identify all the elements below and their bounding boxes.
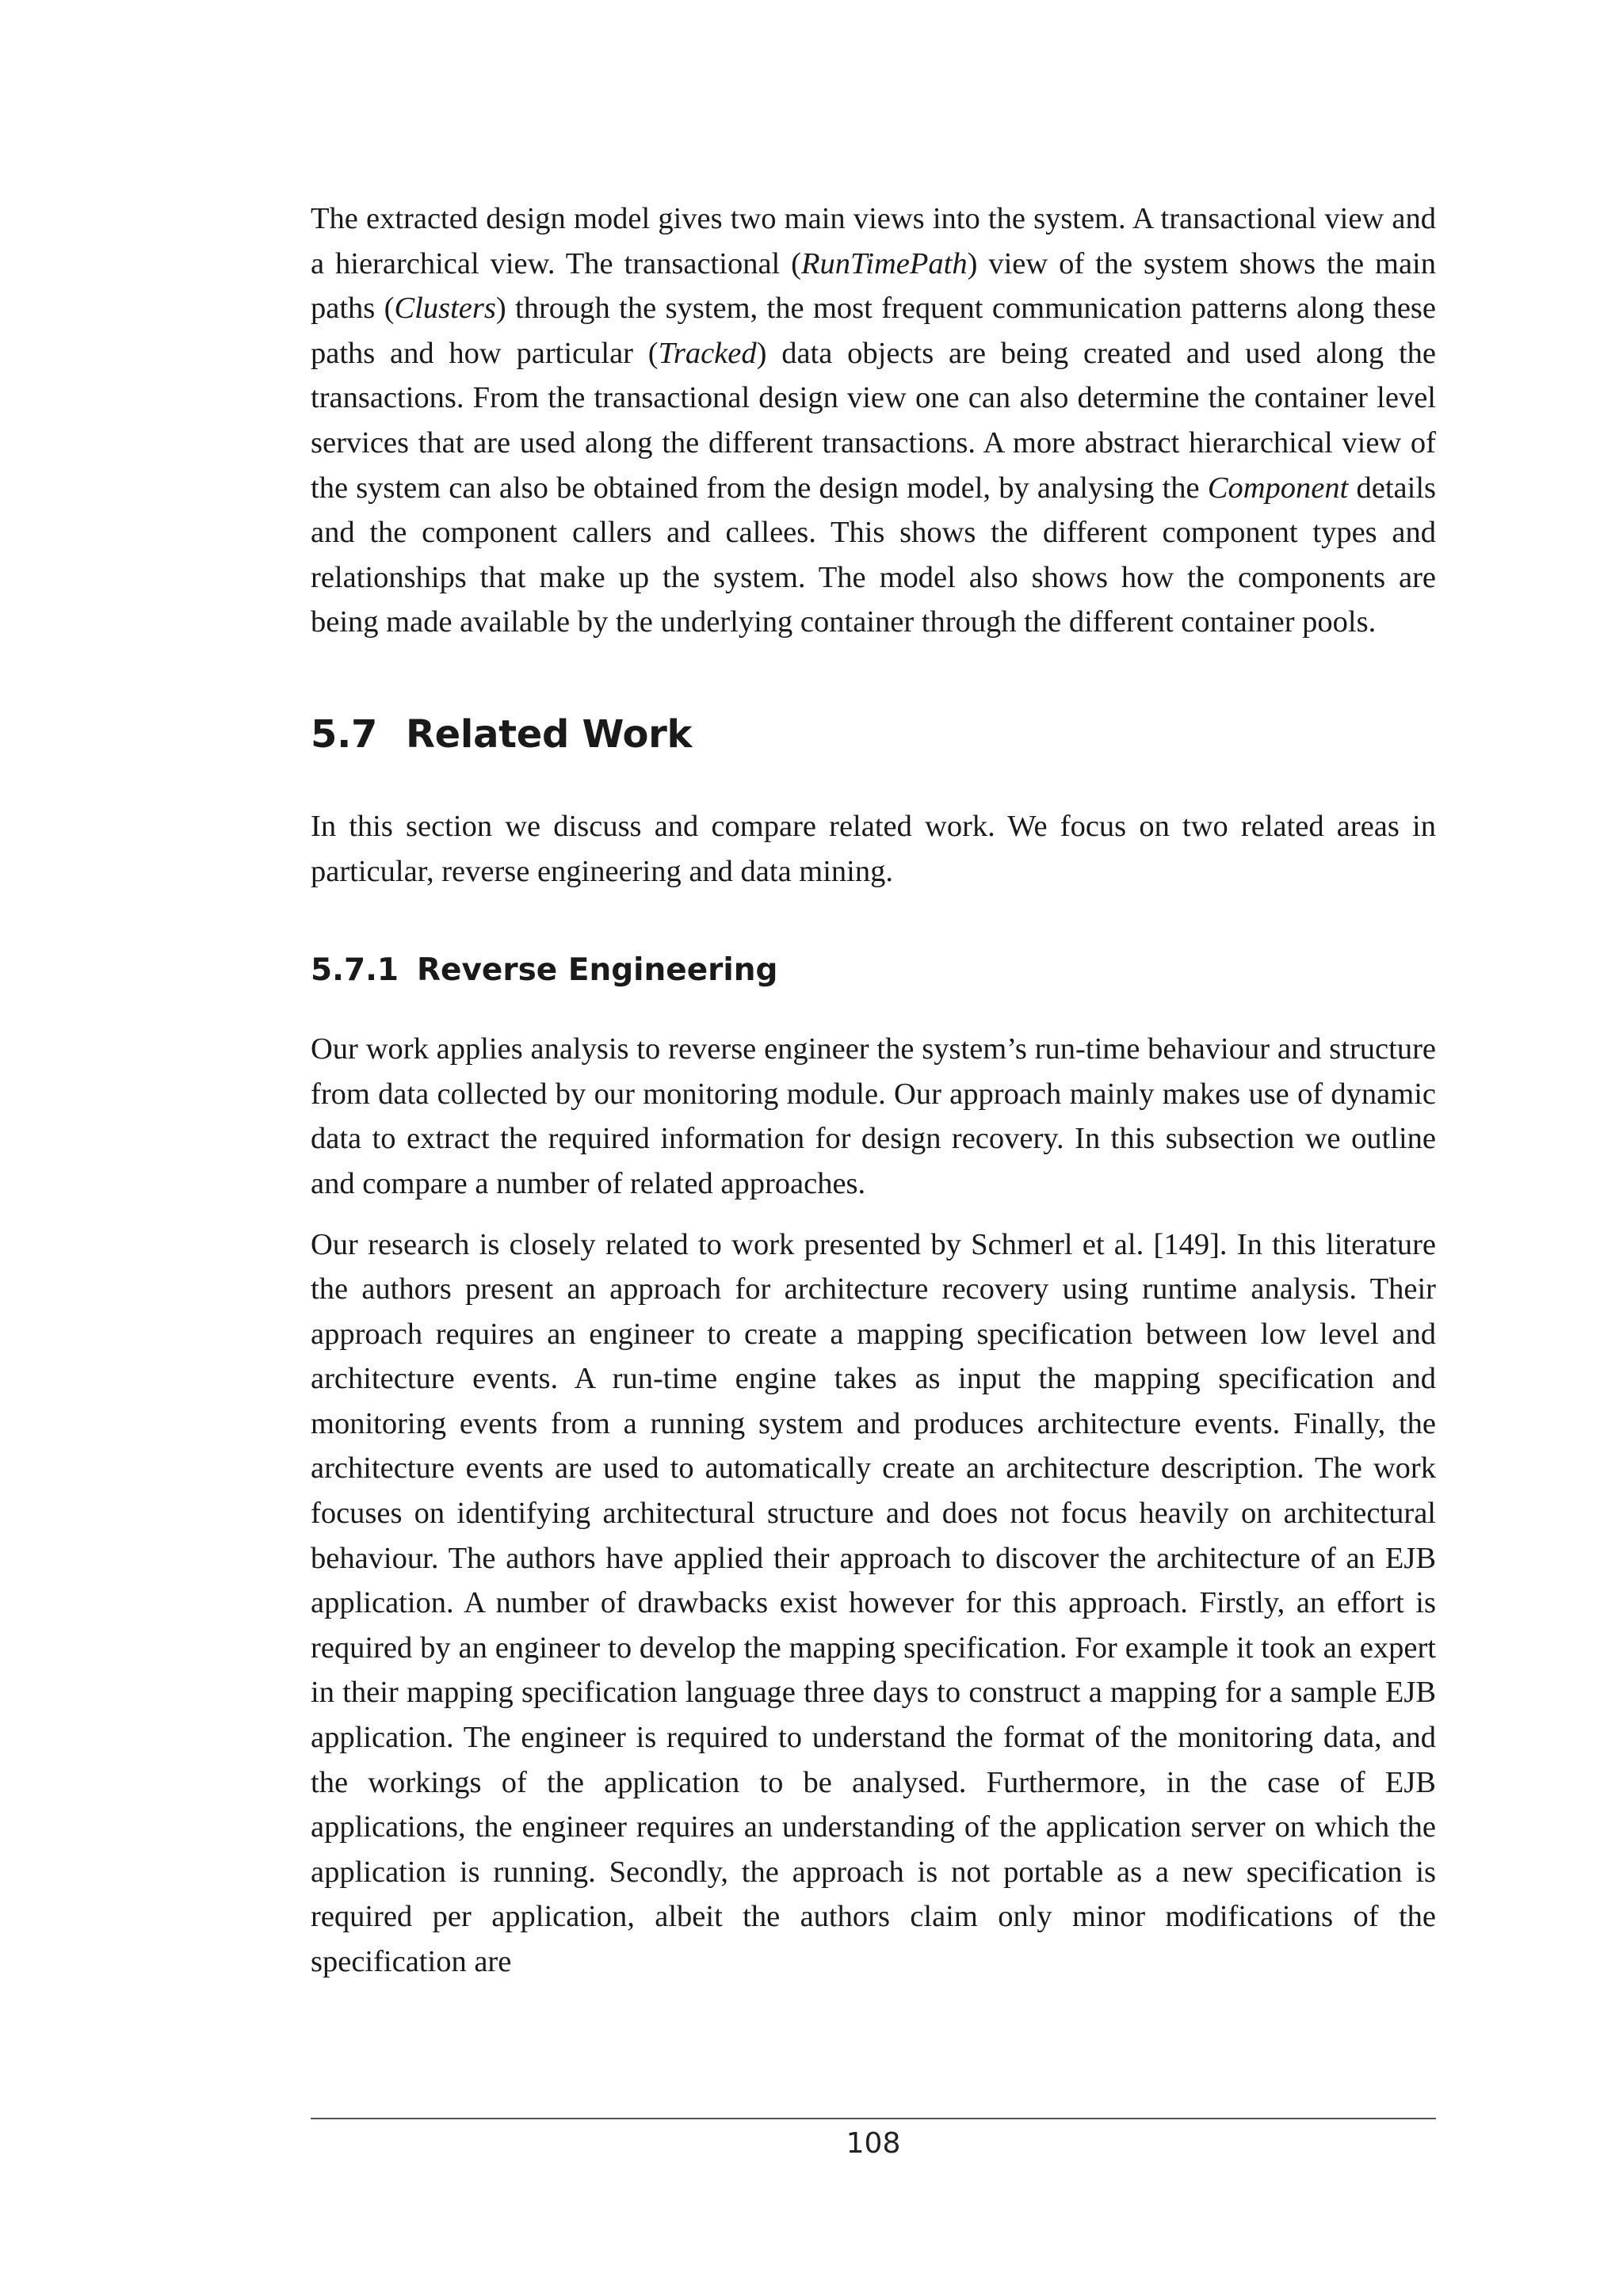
- body-paragraph: Our work applies analysis to reverse engineer the system’s run-time behaviour and structure from data collected by our monitoring module. Our approach mainly makes use of dynamic data to extract the required information for design recovery. In this subsection we outline and compare a number of related approaches.: [311, 1032, 1436, 1200]
- section-number: 5.7: [311, 711, 378, 757]
- section-title: Related Work: [406, 711, 693, 757]
- intro-text-4: ) data objects are being created and used along the transactions. From the transactional design view one can also determine the container level services that are used along the different transactions. A more abstract hierarchical view of the system can also be obtained from the design model, by analysing the: [311, 336, 1436, 505]
- body-paragraph: Our research is closely related to work presented by Schmerl et al. [149]. In this literature the authors present an approach for architecture recovery using runtime analysis. Their approach requires an engineer to create a mapping specification between low level and architecture events. A run-time engine takes as input the mapping specification and monitoring events from a running system and produces architecture events. Finally, the architecture events are used to automatically create an architecture description. The work focuses on identifying architectural structure and does not focus heavily on architectural behaviour. The authors have applied their approach to discover the architecture of an EJB application. A number of drawbacks exist however for this approach. Firstly, an effort is required by an engineer to develop the mapping specification. For example it took an expert in their mapping specification language three days to construct a mapping for a sample EJB application. The engineer is required to understand the format of the monitoring data, and the workings of the application to be analysed. Furthermore, in the case of EJB applications, the engineer requires an understanding of the application server on which the application is running. Secondly, the approach is not portable as a new specification is required per application, albeit the authors claim only minor modifications of the specification are: [311, 1227, 1436, 1978]
- page-body: [311, 196, 1436, 1985]
- section-heading: [311, 711, 1436, 758]
- intro-text-2: ) view of the system shows the main paths (: [311, 246, 1436, 326]
- subsection-title: Reverse Engineering: [417, 952, 778, 989]
- intro-text-5: details and the component callers and callees. This shows the different component types and relationships that make up the system. The model also shows how the components are being made available by the underlying container through the different container pools.: [311, 471, 1437, 639]
- footer-rule: [311, 2118, 1436, 2119]
- intro-text-1: The extracted design model gives two main views into the system. A transactional view and a hierarchical view. The transactional (: [311, 202, 1436, 280]
- intro-emphasis-component: Component: [1207, 471, 1349, 505]
- intro-emphasis-tracked: Tracked: [658, 336, 757, 370]
- intro-paragraph: [311, 196, 1436, 645]
- subsection-number: 5.7.1: [311, 952, 399, 989]
- intro-text-3: ) through the system, the most frequent communication patterns along these paths and how particular (: [311, 292, 1436, 370]
- intro-emphasis-clusters: Clusters: [394, 292, 496, 326]
- subsection-heading: [311, 951, 1436, 990]
- section-intro-paragraph: In this section we discuss and compare related work. We focus on two related areas in particular, reverse engineering and data mining.: [311, 809, 1436, 888]
- page-number: 108: [846, 2127, 901, 2160]
- intro-emphasis-runtimepath: RunTimePath: [800, 246, 968, 280]
